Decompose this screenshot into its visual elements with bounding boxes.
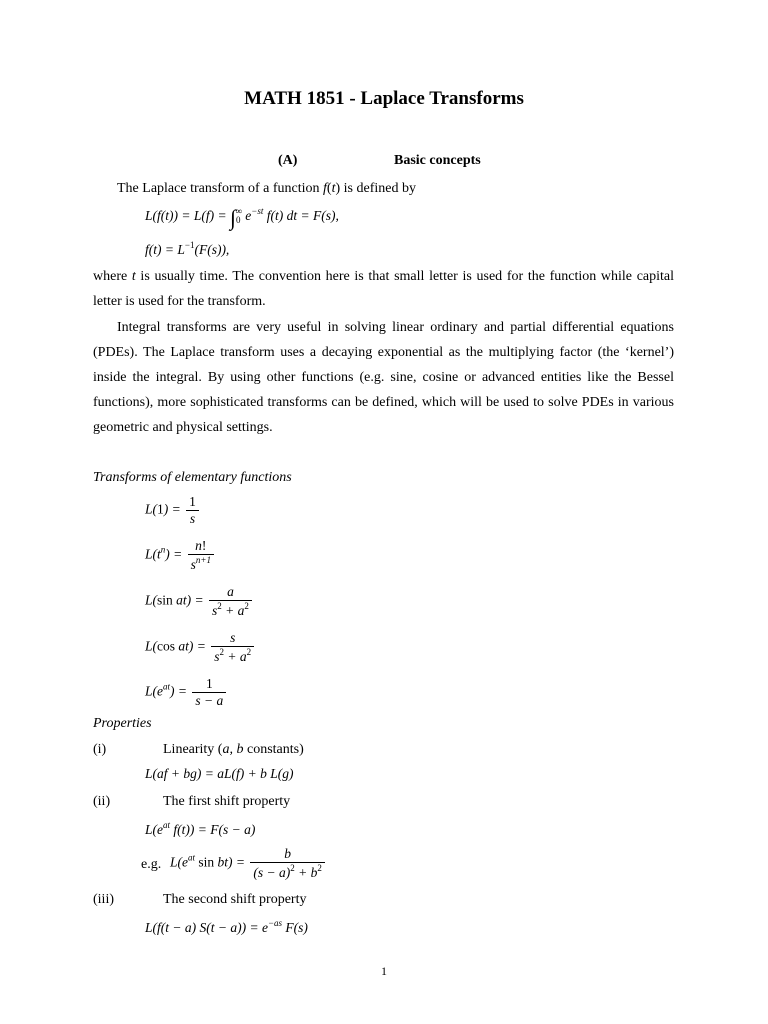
properties-heading: Properties <box>93 716 152 731</box>
section-heading: Basic concepts <box>394 153 481 168</box>
property-2-formula: $L(e^{at}$ f(t)) = F(s − a) <box>145 820 256 837</box>
property-2-label: The first shift property <box>163 794 291 809</box>
transform-cosine: L(cos at) = $\frac{s}{s^2 + a^2}$ <box>145 630 256 665</box>
page-number: 1 <box>381 964 387 978</box>
property-3-number: (iii) <box>93 892 114 907</box>
property-1-number: (i) <box>93 742 107 757</box>
property-2-example: $L(e^{at}$ sin bt) = $\frac{b}{(s - a)^2 + b^2}$ <box>170 846 327 881</box>
transform-sine: L(sin at) = $\frac{a}{s^2 + a^2}$ <box>145 584 254 619</box>
transforms-heading: Transforms of elementary functions <box>93 470 292 485</box>
property-2-example-prefix: e.g. <box>141 857 162 872</box>
paragraph-integral-transforms: Integral transforms are very useful in solving linear ordinary and partial differential equations (PDEs). The Laplace transform uses a decaying exponential as the multiplying factor (the ‘kernel’) inside the integral. By using other functions (e.g. sine, cosine or advanced entities like the Bessel functions), more sophisticated transforms can be defined, which will be used to solve PDEs in various geometric and physical settings. <box>93 320 674 435</box>
transform-constant: L(1) = $\frac{1}{s}$ <box>145 494 201 527</box>
property-3-formula: L(f(t − a) $S(t - a)) = e^{-as}$ F(s) <box>145 918 308 935</box>
intro-line: The Laplace transform of a function f(t) is defined by <box>117 181 416 196</box>
property-1-label-vars: a, b <box>222 742 244 757</box>
eq-definition: $L(f(t)) = L(f) = \int_0^\infty$ $e^{-st}$ f(t) dt = F(s), <box>145 205 339 230</box>
eq-inverse: $f(t) = L^{-1}(F(s))$, <box>145 240 230 257</box>
intro-suffix: is defined by <box>340 181 416 196</box>
para1-suffix: is usually time. The convention here is that small letter is used for the function while capital letter is used for the transform. <box>93 269 675 309</box>
page-title: MATH 1851 - Laplace Transforms <box>244 88 524 109</box>
property-2-number: (ii) <box>93 794 111 809</box>
intro-func: f <box>323 181 327 196</box>
section-label: (A) <box>278 153 298 168</box>
paragraph-convention <box>93 264 674 314</box>
property-1-label <box>163 742 304 758</box>
property-3-label: The second shift property <box>163 892 307 907</box>
intro-prefix: The Laplace transform of a function <box>117 181 324 196</box>
property-1-formula: L(af + bg) = aL(f) + b L(g) <box>145 766 294 781</box>
transform-exponential: $L(e^{at})$ = $\frac{1}{s - a}$ <box>145 676 228 709</box>
property-1-label-prefix: Linearity ( <box>163 742 223 757</box>
property-1-label-suffix: constants) <box>243 742 304 757</box>
para1-var: t <box>131 269 136 284</box>
transform-power: $L(t^n)$ = $\frac{n!}{s^{n+1}}$ <box>145 538 216 573</box>
intro-arg: t <box>331 181 336 196</box>
para1-prefix: where <box>93 269 132 284</box>
